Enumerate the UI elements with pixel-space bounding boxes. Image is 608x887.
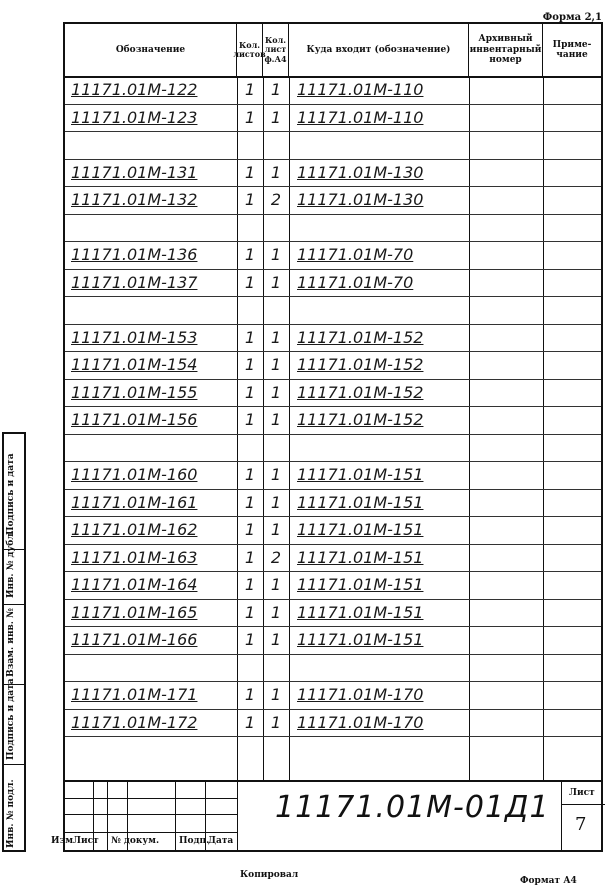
row-designation: 11171.01М-136 [71, 245, 198, 264]
document-code: 11171.01М-01Д1 [275, 790, 550, 825]
row-a4: 1 [270, 272, 282, 292]
row-sheets: 1 [244, 492, 256, 512]
row-divider [65, 736, 601, 737]
stamp-change: Изм [51, 836, 74, 846]
row-where-used: 11171.01М-151 [297, 520, 424, 539]
header-divider [65, 76, 601, 78]
side-label-dup-inv: Инв. № дубл. [6, 530, 16, 598]
row-sheets: 1 [244, 602, 256, 622]
row-sheets: 1 [244, 465, 256, 484]
row-sheets: 1 [244, 382, 256, 402]
row-where-used: 11171.01М-151 [297, 630, 424, 649]
row-divider [65, 544, 601, 545]
stamp-doc-no: № докум. [111, 836, 160, 846]
row-designation: 11171.01М-154 [71, 355, 198, 374]
format-label: Формат А4 [520, 876, 577, 886]
row-a4: 1 [270, 712, 282, 732]
row-a4: 1 [270, 80, 282, 99]
row-where-used: 11171.01М-151 [297, 492, 424, 512]
row-a4: 1 [270, 355, 282, 374]
row-where-used: 11171.01М-152 [297, 355, 424, 374]
row-divider [65, 434, 601, 435]
title-block [51, 780, 601, 850]
row-divider [65, 709, 601, 710]
row-sheets: 1 [244, 107, 256, 127]
row-where-used: 11171.01М-151 [297, 547, 424, 567]
row-designation: 11171.01М-161 [71, 492, 198, 512]
row-where-used: 11171.01М-70 [297, 272, 414, 292]
side-label-sign-date-2: Подпись и дата [6, 453, 16, 535]
row-a4: 1 [270, 410, 282, 429]
side-label-replace-inv: Взам. инв. № [6, 608, 16, 677]
row-a4: 2 [270, 190, 282, 209]
row-a4: 1 [270, 162, 282, 182]
row-divider [65, 241, 601, 242]
row-a4: 1 [270, 685, 282, 704]
form-label: Форма 2,1 [542, 12, 602, 23]
row-designation: 11171.01М-164 [71, 575, 198, 594]
header-qty-sheets: Кол. листов [237, 24, 263, 76]
row-where-used: 11171.01М-130 [297, 190, 424, 209]
row-where-used: 11171.01М-110 [297, 80, 424, 99]
col-line [469, 76, 470, 782]
row-designation: 11171.01М-155 [71, 382, 198, 402]
row-designation: 11171.01М-163 [71, 547, 198, 567]
row-a4: 1 [270, 520, 282, 539]
row-divider [65, 296, 601, 297]
row-where-used: 11171.01М-152 [297, 410, 424, 429]
row-divider [65, 379, 601, 380]
row-designation: 11171.01М-162 [71, 520, 198, 539]
row-sheets: 1 [244, 575, 256, 594]
row-a4: 1 [270, 492, 282, 512]
col-line [237, 76, 238, 782]
row-where-used: 11171.01М-151 [297, 575, 424, 594]
row-where-used: 11171.01М-152 [297, 327, 424, 347]
row-where-used: 11171.01М-170 [297, 712, 424, 732]
row-a4: 1 [270, 107, 282, 127]
row-divider [65, 654, 601, 655]
row-sheets: 1 [244, 685, 256, 704]
row-where-used: 11171.01М-110 [297, 107, 424, 127]
row-sheets: 1 [244, 630, 256, 649]
row-divider [65, 269, 601, 270]
row-designation: 11171.01М-165 [71, 602, 198, 622]
row-sheets: 1 [244, 355, 256, 374]
row-sheets: 1 [244, 190, 256, 209]
row-divider [65, 571, 601, 572]
stamp-sheet: Лист [73, 836, 99, 846]
row-a4: 1 [270, 245, 282, 264]
row-sheets: 1 [244, 410, 256, 429]
side-label-inv-no: Инв. № подл. [6, 779, 16, 848]
row-designation: 11171.01М-156 [71, 410, 198, 429]
row-where-used: 11171.01М-170 [297, 685, 424, 704]
row-a4: 1 [270, 575, 282, 594]
row-where-used: 11171.01М-152 [297, 382, 424, 402]
stamp-sheet-number: 7 [575, 814, 587, 835]
row-divider [65, 516, 601, 517]
col-line [289, 76, 290, 782]
header-note: Приме- чание [552, 39, 592, 60]
header-qty-a4: Кол. лист ф.А4 [263, 24, 289, 76]
row-designation: 11171.01М-137 [71, 272, 198, 292]
row-sheets: 1 [244, 162, 256, 182]
col-line [263, 76, 264, 782]
row-a4: 1 [270, 602, 282, 622]
row-a4: 1 [270, 630, 282, 649]
row-sheets: 1 [244, 547, 256, 567]
row-designation: 11171.01М-132 [71, 190, 198, 209]
row-a4: 1 [270, 327, 282, 347]
row-divider [65, 599, 601, 600]
row-designation: 11171.01М-171 [71, 685, 198, 704]
row-sheets: 1 [244, 272, 256, 292]
row-divider [65, 324, 601, 325]
row-divider [65, 461, 601, 462]
row-divider [65, 489, 601, 490]
row-where-used: 11171.01М-70 [297, 245, 414, 264]
row-designation: 11171.01М-131 [71, 162, 198, 182]
row-designation: 11171.01М-123 [71, 107, 198, 127]
copied-label: Копировал [240, 870, 299, 880]
side-label-sign-date-1: Подпись и дата [6, 678, 16, 760]
header-archive-no: Архивный инвентарный номер [469, 24, 543, 76]
row-designation: 11171.01М-166 [71, 630, 198, 649]
row-divider [65, 351, 601, 352]
row-where-used: 11171.01М-130 [297, 162, 424, 182]
row-sheets: 1 [244, 245, 256, 264]
row-a4: 1 [270, 382, 282, 402]
row-divider [65, 626, 601, 627]
row-sheets: 1 [244, 712, 256, 732]
row-designation: 11171.01М-160 [71, 465, 198, 484]
table-frame [51, 22, 603, 852]
row-sheets: 1 [244, 520, 256, 539]
row-a4: 1 [270, 465, 282, 484]
row-divider [65, 131, 601, 132]
row-designation: 11171.01М-172 [71, 712, 198, 732]
stamp-date: Дата [208, 836, 234, 846]
row-divider [65, 214, 601, 215]
header-designation: Обозначение [65, 24, 237, 76]
header-where-used: Куда входит (обозначение) [289, 24, 469, 76]
row-divider [65, 681, 601, 682]
row-a4: 2 [270, 547, 282, 567]
row-designation: 11171.01М-122 [71, 80, 198, 99]
row-designation: 11171.01М-153 [71, 327, 198, 347]
row-divider [65, 104, 601, 105]
row-divider [65, 186, 601, 187]
row-sheets: 1 [244, 80, 256, 99]
stamp-sign: Подп. [179, 836, 210, 846]
row-divider [65, 406, 601, 407]
col-line [543, 76, 544, 782]
row-where-used: 11171.01М-151 [297, 465, 424, 484]
row-where-used: 11171.01М-151 [297, 602, 424, 622]
row-sheets: 1 [244, 327, 256, 347]
row-divider [65, 159, 601, 160]
stamp-sheet-label: Лист [569, 788, 595, 798]
